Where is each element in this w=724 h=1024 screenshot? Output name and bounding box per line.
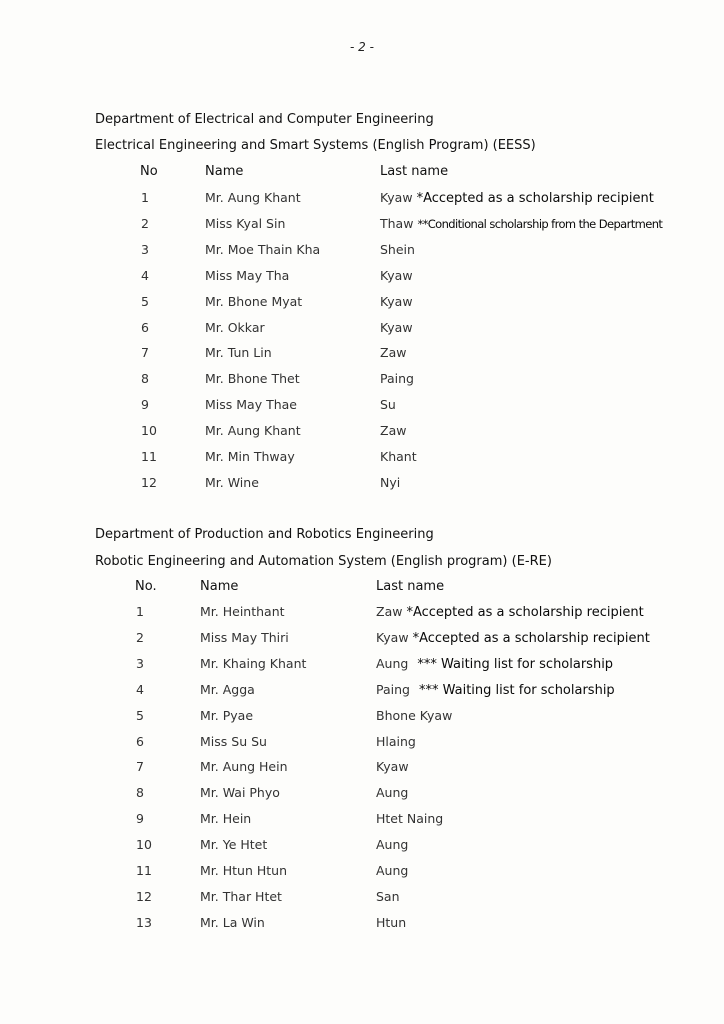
department-title: Department of Production and Robotics Engineering <box>95 527 434 542</box>
row-number: 12 <box>136 888 152 904</box>
last-name-text: Zaw <box>380 345 407 361</box>
last-name-text: Khant <box>380 449 417 464</box>
table-row <box>0 294 724 316</box>
header-last-name: Last name <box>376 579 445 594</box>
student-last-name <box>380 475 400 490</box>
student-name: Miss Su Su <box>200 733 267 749</box>
student-last-name <box>376 656 613 672</box>
header-name: Name <box>205 164 244 179</box>
student-last-name <box>376 734 416 749</box>
table-row <box>0 811 724 833</box>
header-no: No <box>140 164 158 179</box>
row-number: 10 <box>141 423 157 439</box>
last-name-text: Su <box>380 397 396 413</box>
table-row <box>0 708 724 730</box>
student-name: Mr. Ye Htet <box>200 837 268 853</box>
student-last-name <box>380 268 413 283</box>
scholarship-note: *** Waiting list for scholarship <box>417 656 614 672</box>
student-name: Miss Kyal Sin <box>205 215 286 231</box>
student-last-name <box>376 708 452 723</box>
last-name-text: San <box>376 888 400 904</box>
student-last-name <box>380 345 406 360</box>
student-last-name <box>376 889 400 904</box>
table-row <box>0 785 724 807</box>
last-name-text: Kyaw <box>380 190 413 205</box>
row-number: 10 <box>136 837 152 853</box>
table-header <box>0 164 724 186</box>
last-name-text: Paing <box>376 681 410 697</box>
student-last-name <box>380 216 662 231</box>
table-row <box>0 656 724 678</box>
table-row <box>0 423 724 445</box>
scholarship-note: *Accepted as a scholarship recipient <box>416 191 654 206</box>
student-name: Mr. Agga <box>200 681 255 697</box>
student-last-name <box>380 294 413 309</box>
student-last-name <box>380 371 414 386</box>
header-name: Name <box>200 579 239 594</box>
student-name: Mr. Bhone Myat <box>205 293 303 309</box>
student-name: Mr. Thar Htet <box>200 888 282 904</box>
row-number: 9 <box>136 811 144 827</box>
last-name-text: Htet Naing <box>376 811 444 827</box>
page-number: - 2 - <box>350 40 374 54</box>
table-row <box>0 682 724 704</box>
student-name: Mr. Heinthant <box>200 604 285 619</box>
table-row <box>0 475 724 497</box>
row-number: 4 <box>141 267 149 283</box>
header-no: No. <box>135 579 157 594</box>
row-number: 11 <box>136 863 152 878</box>
row-number: 3 <box>136 655 144 671</box>
last-name-text: Kyaw <box>380 293 413 309</box>
table-row <box>0 268 724 290</box>
table-row <box>0 242 724 264</box>
student-name: Mr. Aung Khant <box>205 423 301 439</box>
scholarship-note: *Accepted as a scholarship recipient <box>412 630 650 646</box>
last-name-text: Nyi <box>380 474 401 490</box>
row-number: 3 <box>141 241 149 257</box>
student-last-name <box>376 837 408 852</box>
program-title: Electrical Engineering and Smart Systems (English Program) (EESS) <box>95 138 536 153</box>
student-last-name <box>380 242 415 257</box>
row-number: 5 <box>136 707 144 723</box>
student-name: Mr. Wai Phyo <box>200 785 280 801</box>
last-name-text: Kyaw <box>376 759 409 775</box>
student-name: Miss May Tha <box>205 267 290 283</box>
student-name: Mr. Min Thway <box>205 449 295 464</box>
row-number: 4 <box>136 681 144 697</box>
student-last-name <box>376 604 644 620</box>
row-number: 8 <box>136 785 144 801</box>
scholarship-note: *** Waiting list for scholarship <box>418 682 615 698</box>
last-name-text: Zaw <box>380 423 407 439</box>
header-last-name: Last name <box>380 164 449 179</box>
last-name-text: Kyaw <box>380 319 413 335</box>
last-name-text: Shein <box>380 241 415 257</box>
row-number: 6 <box>141 319 149 335</box>
student-last-name <box>376 759 409 774</box>
student-name: Mr. Khaing Khant <box>200 655 307 671</box>
student-name: Mr. La Win <box>200 914 265 930</box>
row-number: 1 <box>141 190 149 205</box>
last-name-text: Kyaw <box>376 629 409 645</box>
student-name: Mr. Okkar <box>205 319 265 335</box>
last-name-text: Aung <box>376 863 409 878</box>
student-name: Mr. Htun Htun <box>200 863 287 878</box>
table-row <box>0 320 724 342</box>
row-number: 7 <box>136 759 144 775</box>
last-name-text: Aung <box>376 655 409 671</box>
student-name: Mr. Aung Khant <box>205 190 301 205</box>
last-name-text: Kyaw <box>380 267 413 283</box>
student-last-name <box>376 811 443 826</box>
table-row <box>0 889 724 911</box>
table-row <box>0 190 724 212</box>
table-row <box>0 216 724 238</box>
student-name: Mr. Pyae <box>200 707 254 723</box>
row-number: 8 <box>141 371 149 387</box>
student-name: Mr. Bhone Thet <box>205 371 300 387</box>
student-name: Miss May Thiri <box>200 629 289 645</box>
student-name: Mr. Aung Hein <box>200 759 288 775</box>
row-number: 6 <box>136 733 144 749</box>
program-title: Robotic Engineering and Automation System (English program) (E-RE) <box>95 554 552 569</box>
scholarship-note: *Accepted as a scholarship recipient <box>406 605 644 620</box>
table-row <box>0 915 724 937</box>
table-row <box>0 759 724 781</box>
last-name-text: Aung <box>376 785 409 801</box>
row-number: 5 <box>141 293 149 309</box>
student-name: Mr. Tun Lin <box>205 345 272 361</box>
table-row <box>0 371 724 393</box>
row-number: 2 <box>141 215 149 231</box>
student-name: Miss May Thae <box>205 397 297 413</box>
student-last-name <box>376 785 408 800</box>
student-name: Mr. Moe Thain Kha <box>205 241 321 257</box>
last-name-text: Bhone Kyaw <box>376 707 453 723</box>
student-last-name <box>376 682 615 698</box>
last-name-text: Htun <box>376 914 407 930</box>
student-last-name <box>376 915 406 930</box>
last-name-text: Hlaing <box>376 733 416 749</box>
scholarship-note: **Conditional scholarship from the Department <box>417 216 663 231</box>
row-number: 12 <box>141 474 157 490</box>
student-last-name <box>376 863 408 878</box>
row-number: 11 <box>141 449 157 464</box>
student-name: Mr. Hein <box>200 811 252 827</box>
table-row <box>0 734 724 756</box>
table-row <box>0 449 724 471</box>
row-number: 9 <box>141 397 149 413</box>
table-row <box>0 630 724 652</box>
student-name: Mr. Wine <box>205 474 259 490</box>
table-header <box>0 579 724 601</box>
table-row <box>0 397 724 419</box>
row-number: 1 <box>136 604 144 619</box>
table-row <box>0 863 724 885</box>
row-number: 7 <box>141 345 149 361</box>
last-name-text: Zaw <box>376 604 403 619</box>
table-row <box>0 345 724 367</box>
student-last-name <box>380 320 413 335</box>
student-last-name <box>380 397 396 412</box>
department-title: Department of Electrical and Computer Engineering <box>95 112 434 127</box>
student-last-name <box>380 423 406 438</box>
row-number: 2 <box>136 629 144 645</box>
last-name-text: Aung <box>376 837 409 853</box>
row-number: 13 <box>136 914 152 930</box>
table-row <box>0 837 724 859</box>
last-name-text: Paing <box>380 371 414 387</box>
student-last-name <box>376 630 650 646</box>
student-last-name <box>380 190 654 206</box>
last-name-text: Thaw <box>380 215 414 231</box>
student-last-name <box>380 449 417 464</box>
table-row <box>0 604 724 626</box>
